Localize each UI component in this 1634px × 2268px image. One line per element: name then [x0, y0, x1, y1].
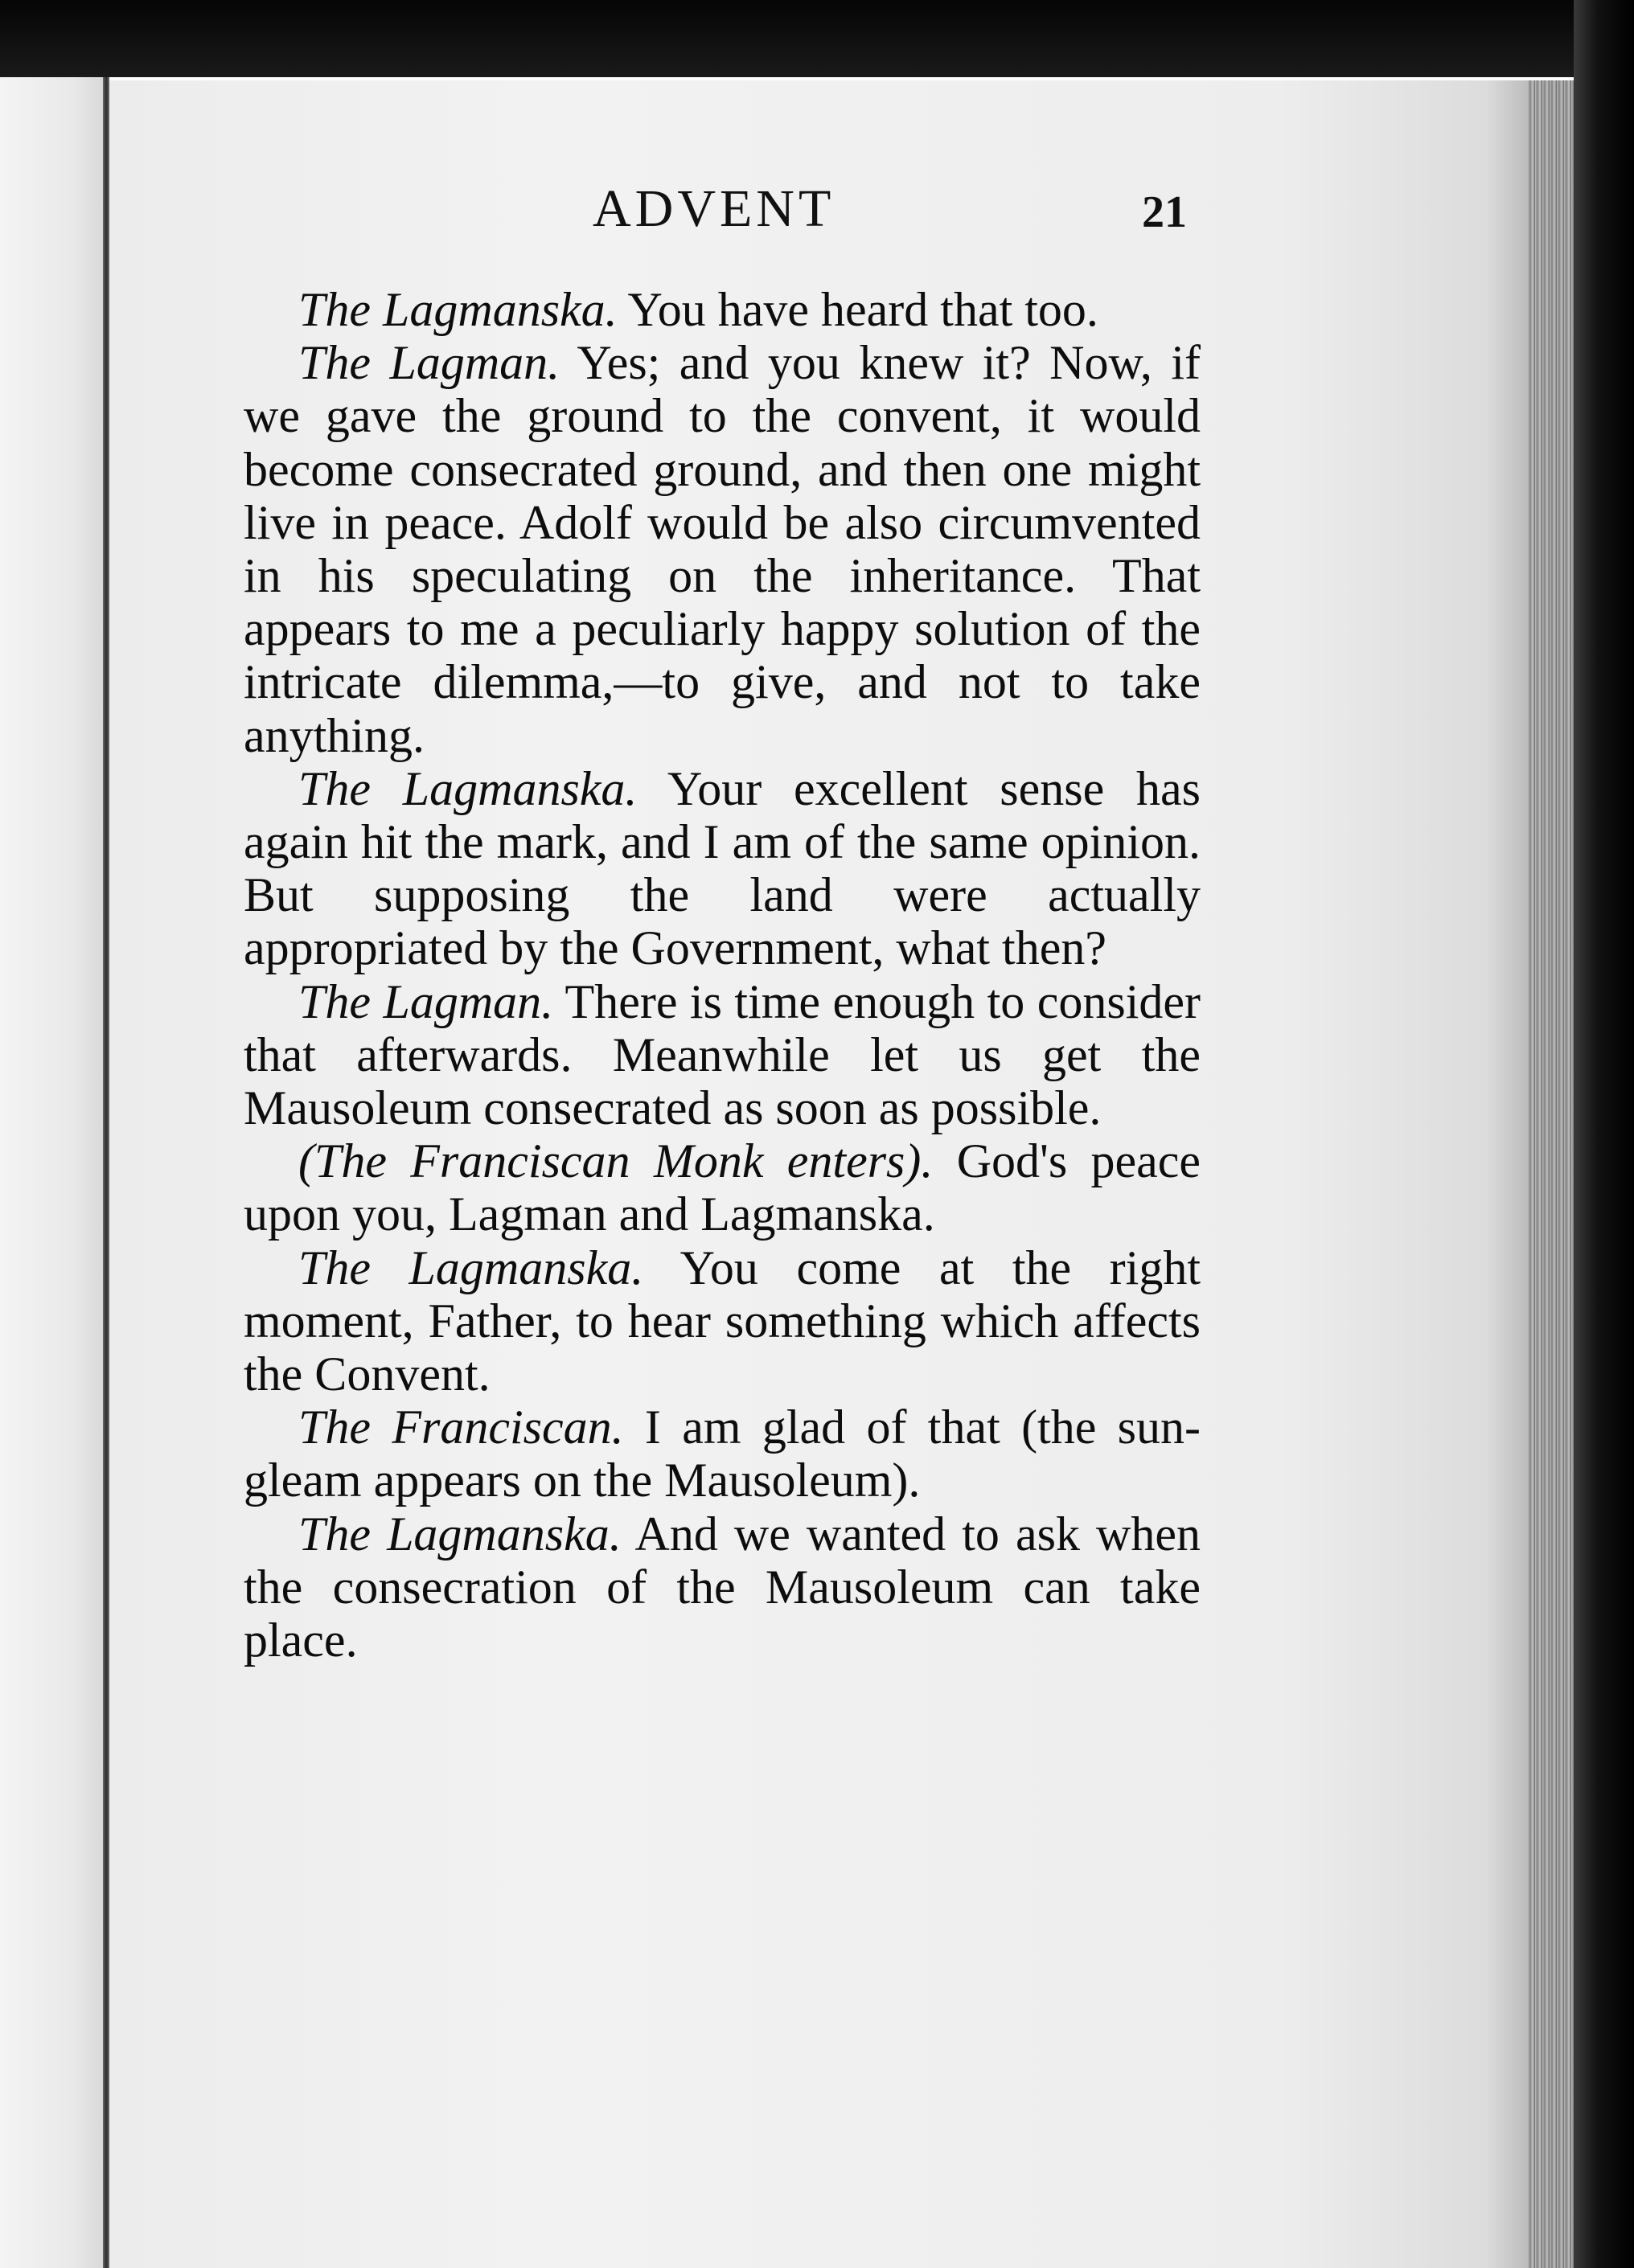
dialogue-text: You come at the right moment, Father, to hear something which affects the Convent. [244, 1241, 1201, 1401]
dialogue-text: Yes; and you knew it? Now, if we gave the ground to the convent, it would become consecrated ground, and then one might live in peace. Adolf would be also circumvented in his speculating on the inheritance. That appears to me a peculiarly happy solution of the intricate dilemma,—to give, and not to take anything. [244, 336, 1201, 762]
dialogue-paragraph [244, 975, 1201, 1135]
dialogue-text: Your excellent sense has again hit the mark, and I am of the same opinion. But supposing the land were actually appropriated by the Government, what then? [244, 761, 1201, 975]
scanner-frame-top [0, 0, 1634, 77]
dialogue-text: You have heard that too. [617, 283, 1098, 336]
speaker-name: The Lagman. [298, 974, 554, 1028]
stage-direction: (The Franciscan Monk enters). [298, 1134, 934, 1188]
speaker-name: The Lagmanska. [298, 1507, 622, 1561]
dialogue-paragraph [244, 1401, 1201, 1507]
dialogue-text: I am glad of that (the sun-gleam appears on the Mausoleum). [244, 1401, 1201, 1507]
dialogue-paragraph [244, 336, 1201, 762]
facing-page-edge [0, 77, 103, 2268]
running-head: ADVENT [593, 179, 835, 238]
dialogue-text: There is time enough to consider that afterwards. Meanwhile let us get the Mausoleum consecrated as soon as possible. [244, 974, 1201, 1135]
dialogue-text: And we wanted to ask when the consecration of the Mausoleum can take place. [244, 1507, 1201, 1667]
speaker-name: The Lagmanska. [298, 1241, 644, 1294]
dialogue-paragraph [244, 283, 1201, 336]
speaker-name: The Lagmanska. [298, 283, 618, 336]
dialogue-paragraph [244, 1134, 1201, 1241]
page-number: 21 [1142, 187, 1187, 237]
book-gutter [103, 77, 109, 2268]
body-text [244, 283, 1201, 1667]
speaker-name: The Lagman. [298, 336, 560, 390]
page-header [241, 178, 1206, 251]
dialogue-paragraph [244, 1507, 1201, 1667]
speaker-name: The Franciscan. [298, 1401, 624, 1454]
scanner-frame-right [1574, 0, 1634, 2268]
dialogue-paragraph [244, 762, 1201, 975]
dialogue-paragraph [244, 1241, 1201, 1401]
dialogue-text: God's peace upon you, Lagman and Lagmanska. [244, 1134, 1201, 1241]
speaker-name: The Lagmanska. [298, 761, 638, 815]
page-stack-edge [1528, 80, 1574, 2268]
